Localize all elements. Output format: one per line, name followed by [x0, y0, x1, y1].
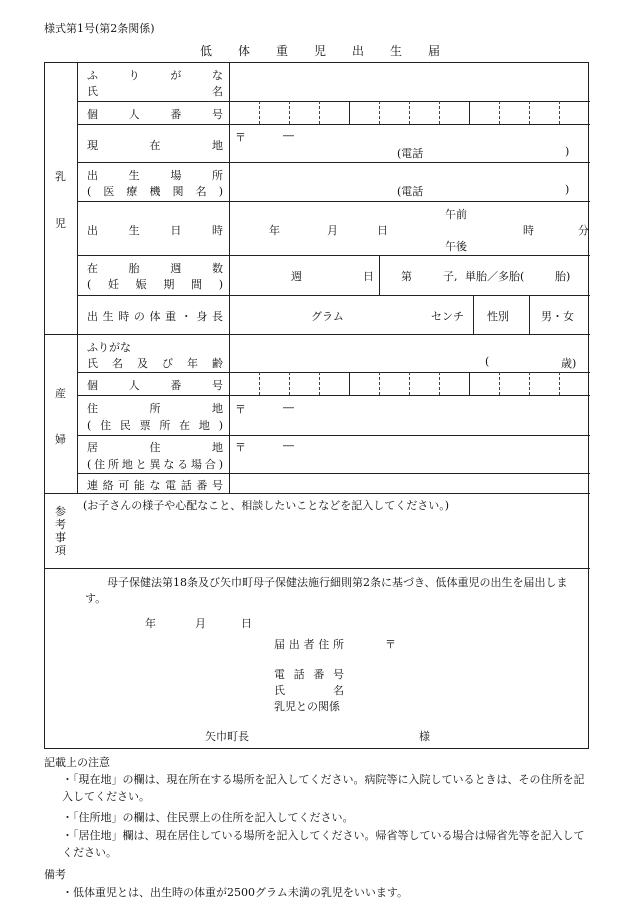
- mother-section-label-2: 婦: [55, 433, 66, 446]
- notes-prompt: (お子さんの様子や心配なこと、相談したいことなどを記入してください。): [83, 499, 450, 512]
- infant-gestation-sub: (妊娠期間): [87, 278, 223, 291]
- reporter-relation-label: 乳児との関係: [274, 700, 340, 713]
- note-item-1: ・「現在地」の欄は、現在所在する場所を記入してください。病院等に入院しているときは、その住所を記入してください。: [62, 773, 585, 803]
- form-title: 低体重児出生届: [200, 44, 440, 58]
- infant-kana-label: ふりがな: [87, 69, 223, 82]
- mother-age-open: (: [485, 355, 490, 368]
- row-divider: [77, 162, 590, 163]
- infant-section-label-1: 乳: [55, 170, 66, 183]
- infant-birthdate-label: 出生日時: [87, 224, 223, 237]
- remark-item: ・低体重児とは、出生時の体重が2500グラム未満の乳児をいいます。: [62, 886, 409, 899]
- cell-divider: [529, 295, 530, 334]
- mother-address-dash: ―: [283, 401, 294, 414]
- row-divider: [77, 201, 590, 202]
- birth-order-prefix: 第: [401, 270, 412, 283]
- digit-box-divider: [409, 372, 410, 395]
- form-table: [44, 62, 589, 749]
- mother-address-sub: (住民票所在地): [87, 419, 223, 432]
- row-divider: [77, 395, 590, 396]
- digit-box-divider: [499, 372, 500, 395]
- birth-month-unit: 月: [327, 224, 338, 237]
- declaration-day: 日: [241, 617, 252, 630]
- digit-box-divider: [379, 372, 380, 395]
- digit-group-divider: [469, 372, 470, 395]
- notes-label-2: 考: [55, 518, 66, 531]
- birth-minute-unit: 分: [578, 224, 589, 237]
- declaration-year: 年: [145, 617, 156, 630]
- mother-address-label: 住所地: [87, 402, 223, 415]
- infant-phone-close: ): [565, 145, 570, 158]
- label-column-divider: [229, 63, 230, 493]
- birth-hour-unit: 時: [523, 224, 534, 237]
- mother-kana-label: ふりがな: [87, 341, 131, 354]
- mother-age-unit: 歳): [561, 357, 577, 370]
- mother-residence-label: 居住地: [87, 441, 223, 454]
- multiple-birth-options: 単胎／多胎(: [465, 270, 525, 283]
- birth-order-child: 子,: [443, 270, 458, 283]
- infant-my-number-label: 個人番号: [87, 108, 223, 121]
- row-divider: [77, 372, 590, 373]
- infant-address-label: 現在地: [87, 139, 223, 152]
- digit-box-divider: [289, 101, 290, 124]
- row-divider: [77, 124, 590, 125]
- section-divider: [45, 493, 590, 494]
- digit-box-divider: [439, 372, 440, 395]
- section-divider: [45, 334, 590, 335]
- height-cm-unit: センチ: [431, 310, 464, 323]
- reporter-postal-mark: 〒: [385, 638, 396, 651]
- infant-weight-label: 出生時の体重・身長: [87, 310, 223, 323]
- row-divider: [77, 435, 590, 436]
- digit-group-divider: [349, 372, 350, 395]
- sex-options: 男・女: [541, 310, 574, 323]
- infant-name-label: 氏名: [87, 85, 223, 98]
- digit-box-divider: [529, 101, 530, 124]
- sex-label: 性別: [487, 310, 509, 323]
- mother-my-number-label: 個人番号: [87, 379, 223, 392]
- birth-year-unit: 年: [269, 224, 280, 237]
- cell-divider: [379, 255, 380, 295]
- gestation-week-unit: 週: [291, 270, 302, 283]
- notes-label-1: 参: [55, 505, 66, 518]
- digit-box-divider: [379, 101, 380, 124]
- declaration-month: 月: [195, 617, 206, 630]
- mother-address-postal: 〒: [235, 403, 246, 416]
- infant-birthplace-phone-label: (電話: [397, 185, 424, 198]
- row-divider: [77, 473, 590, 474]
- notes-title: 記載上の注意: [44, 756, 110, 769]
- row-divider: [77, 101, 590, 102]
- infant-phone-label: (電話: [397, 147, 424, 160]
- digit-box-divider: [559, 372, 560, 395]
- digit-group-divider: [349, 101, 350, 124]
- cell-divider: [473, 295, 474, 334]
- section-divider: [45, 568, 590, 569]
- digit-box-divider: [289, 372, 290, 395]
- infant-postal-mark: 〒: [235, 131, 246, 144]
- infant-birthplace-label: 出生場所: [87, 169, 223, 182]
- infant-birthplace-phone-close: ): [565, 183, 570, 196]
- digit-box-divider: [259, 372, 260, 395]
- infant-section-label-2: 児: [55, 217, 66, 230]
- section-column-divider: [77, 63, 78, 493]
- reporter-address-label: 届出者住所: [274, 638, 344, 651]
- form-number: 様式第1号(第2条関係): [44, 22, 155, 35]
- digit-box-divider: [439, 101, 440, 124]
- mother-residence-sub: (住所地と異なる場合): [87, 458, 223, 471]
- mother-section-label-1: 産: [55, 387, 66, 400]
- birth-day-unit: 日: [377, 224, 388, 237]
- mother-residence-postal: 〒: [235, 441, 246, 454]
- birth-pm-label: 午後: [445, 240, 467, 253]
- digit-box-divider: [259, 101, 260, 124]
- addressee-honorific: 様: [419, 730, 430, 743]
- remarks-title: 備考: [44, 868, 66, 881]
- mother-phone-label: 連絡可能な電話番号: [87, 479, 223, 492]
- infant-postal-dash: ―: [283, 129, 294, 142]
- digit-group-divider: [469, 101, 470, 124]
- digit-box-divider: [529, 372, 530, 395]
- addressee-label: 矢巾町長: [205, 730, 249, 743]
- digit-box-divider: [319, 101, 320, 124]
- mother-name-age-label: 氏名及び年齢: [87, 357, 223, 370]
- reporter-phone-label: 電話番号: [274, 668, 344, 681]
- digit-box-divider: [409, 101, 410, 124]
- note-item-3: ・「居住地」欄は、現在居住している場所を記入してください。帰省等している場合は帰省先等を記入してください。: [62, 829, 585, 859]
- declaration-text: 母子保健法第18条及び矢巾町母子保健法施行細則第2条に基づき、低体重児の出生を届出します。: [85, 576, 568, 605]
- fetus-count-unit: 胎): [555, 270, 571, 283]
- row-divider: [77, 255, 590, 256]
- reporter-name-label: 氏名: [274, 684, 344, 697]
- birth-am-label: 午前: [445, 208, 467, 221]
- infant-birthplace-sub: (医療機関名): [87, 185, 223, 198]
- mother-residence-dash: ―: [283, 439, 294, 452]
- digit-box-divider: [319, 372, 320, 395]
- notes-label-3: 事: [55, 531, 66, 544]
- notes-label-4: 項: [55, 544, 66, 557]
- note-item-2: ・「住所地」の欄は、住民票上の住所を記入してください。: [62, 811, 354, 824]
- digit-box-divider: [499, 101, 500, 124]
- row-divider: [77, 295, 590, 296]
- gestation-day-unit: 日: [363, 270, 374, 283]
- infant-gestation-label: 在胎週数: [87, 262, 223, 275]
- weight-gram-unit: グラム: [311, 310, 344, 323]
- digit-box-divider: [559, 101, 560, 124]
